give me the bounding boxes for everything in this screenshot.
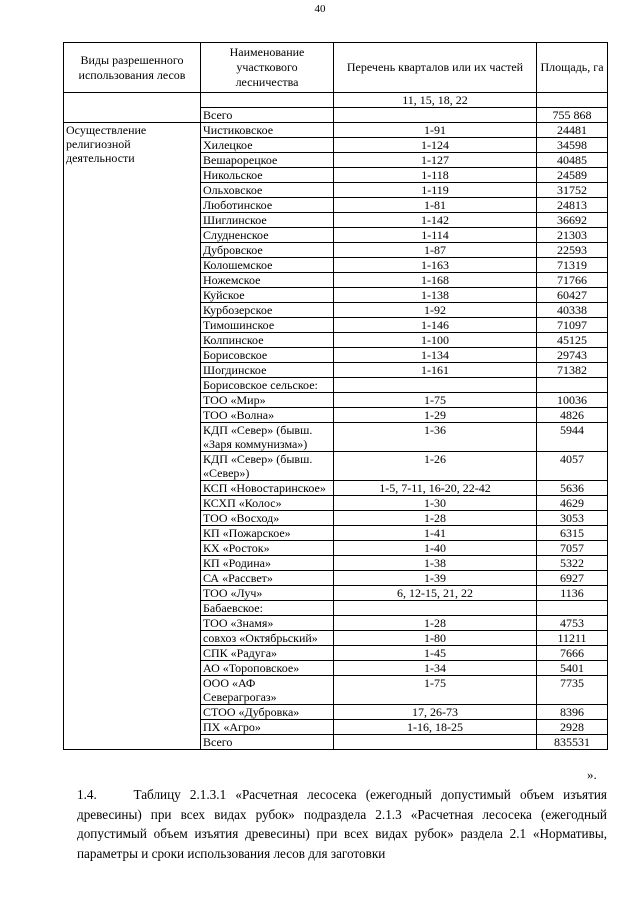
forestry-name: КХ «Росток»	[201, 541, 334, 556]
quarters-cell: 1-124	[334, 138, 537, 153]
area-cell: 71382	[537, 363, 608, 378]
quarters-cell: 1-75	[334, 676, 537, 705]
header-use-type: Виды разрешенного использования лесов	[64, 43, 201, 93]
quarters-cell: 1-168	[334, 273, 537, 288]
forestry-name: Вешарорецкое	[201, 153, 334, 168]
forestry-name: КДП «Север» (бывш. «Север»)	[201, 452, 334, 481]
quarters-cell: 1-41	[334, 526, 537, 541]
table-header-row	[64, 43, 608, 93]
header-area: Площадь, га	[537, 43, 608, 93]
area-cell	[537, 601, 608, 616]
area-cell: 24481	[537, 123, 608, 138]
forestry-name: КП «Пожарское»	[201, 526, 334, 541]
forestry-name: ТОО «Мир»	[201, 393, 334, 408]
quarters-cell: 1-91	[334, 123, 537, 138]
area-cell: 5636	[537, 481, 608, 496]
quarters-cell: 1-45	[334, 646, 537, 661]
quarters-cell: 1-114	[334, 228, 537, 243]
quarters-cell: 1-163	[334, 258, 537, 273]
area-cell: 71766	[537, 273, 608, 288]
forestry-name: КСХП «Колос»	[201, 496, 334, 511]
area-cell: 5322	[537, 556, 608, 571]
quarters-cell: 1-87	[334, 243, 537, 258]
quarters-cell: 1-118	[334, 168, 537, 183]
forestry-name: КДП «Север» (бывш. «Заря коммунизма»)	[201, 423, 334, 452]
table-row	[64, 123, 608, 138]
use-type-cell: Осуществление религиозной деятельности	[64, 123, 201, 750]
quarters-cell: 1-146	[334, 318, 537, 333]
area-cell: 7735	[537, 676, 608, 705]
header-forestry: Наименование участкового лесничества	[201, 43, 334, 93]
area-cell: 6927	[537, 571, 608, 586]
area-cell: 45125	[537, 333, 608, 348]
quarters-cell: 1-30	[334, 496, 537, 511]
quarters-cell: 1-28	[334, 616, 537, 631]
page-number: 40	[314, 3, 326, 15]
quarters-cell: 1-26	[334, 452, 537, 481]
forestry-name: ТОО «Луч»	[201, 586, 334, 601]
quarters-cell: 1-28	[334, 511, 537, 526]
forestry-name: Люботинское	[201, 198, 334, 213]
area-cell: 7666	[537, 646, 608, 661]
forestry-name: КСП «Новостаринское»	[201, 481, 334, 496]
forestry-name: ООО «АФ Северагрогаз»	[201, 676, 334, 705]
area-cell: 2928	[537, 720, 608, 735]
quarters-cell: 1-127	[334, 153, 537, 168]
area-cell: 4826	[537, 408, 608, 423]
area-cell: 34598	[537, 138, 608, 153]
quarters-cell: 1-36	[334, 423, 537, 452]
header-quarters: Перечень кварталов или их частей	[334, 43, 537, 93]
quarters-cell: 1-142	[334, 213, 537, 228]
area-cell: 71097	[537, 318, 608, 333]
area-cell: 10036	[537, 393, 608, 408]
forestry-name: СПК «Радуга»	[201, 646, 334, 661]
grand-total-area: 835531	[537, 735, 608, 750]
forestry-name: ТОО «Волна»	[201, 408, 334, 423]
forestry-name: ТОО «Восход»	[201, 511, 334, 526]
quarters-cell: 1-138	[334, 288, 537, 303]
area-cell: 8396	[537, 705, 608, 720]
quarters-cell: 1-75	[334, 393, 537, 408]
forestry-name: СА «Рассвет»	[201, 571, 334, 586]
area-cell: 22593	[537, 243, 608, 258]
area-cell: 71319	[537, 258, 608, 273]
continued-quarters: 11, 15, 18, 22	[334, 93, 537, 108]
forestry-name: ТОО «Знамя»	[201, 616, 334, 631]
total-area: 755 868	[537, 108, 608, 123]
quarters-cell: 1-100	[334, 333, 537, 348]
forestry-name: Куйское	[201, 288, 334, 303]
forestry-name: Никольское	[201, 168, 334, 183]
forestry-name: Хилецкое	[201, 138, 334, 153]
area-cell: 11211	[537, 631, 608, 646]
quarters-cell: 17, 26-73	[334, 705, 537, 720]
forestry-name: ПХ «Агро»	[201, 720, 334, 735]
area-cell: 5944	[537, 423, 608, 452]
forestry-name: Тимошинское	[201, 318, 334, 333]
quarters-cell: 1-29	[334, 408, 537, 423]
amendment-paragraph: 1.4. Таблицу 2.1.3.1 «Расчетная лесосека (ежегодный допустимый объем изъятия древесины) при всех видах рубок» подраздела 2.1.3 «Расчетная лесосека (ежегодный допустимый объем изъятия древесины) при всех видах рубок» раздела 2.1 «Нормативы, параметры и сроки использования лесов для заготовки	[77, 787, 607, 861]
forestry-name: Ножемское	[201, 273, 334, 288]
quarters-cell: 1-5, 7-11, 16-20, 22-42	[334, 481, 537, 496]
continued-row	[64, 93, 608, 108]
area-cell: 7057	[537, 541, 608, 556]
forestry-name: Борисовское	[201, 348, 334, 363]
forestry-name: Шиглинское	[201, 213, 334, 228]
forestry-name: Дубровское	[201, 243, 334, 258]
quarters-cell: 1-134	[334, 348, 537, 363]
forestry-name: Колпинское	[201, 333, 334, 348]
quarters-cell: 1-161	[334, 363, 537, 378]
quarters-cell: 1-80	[334, 631, 537, 646]
quarters-cell: 1-38	[334, 556, 537, 571]
area-cell: 31752	[537, 183, 608, 198]
forestry-name: Курбозерское	[201, 303, 334, 318]
quarters-cell	[334, 601, 537, 616]
area-cell: 6315	[537, 526, 608, 541]
total-label: Всего	[201, 108, 334, 123]
forestry-name: АО «Тороповское»	[201, 661, 334, 676]
area-cell: 3053	[537, 511, 608, 526]
forest-use-table	[63, 42, 608, 750]
forestry-name: Чистиковское	[201, 123, 334, 138]
quarters-cell: 1-119	[334, 183, 537, 198]
area-cell: 21303	[537, 228, 608, 243]
forestry-name: КП «Родина»	[201, 556, 334, 571]
area-cell: 4753	[537, 616, 608, 631]
closing-quote: ».	[587, 767, 597, 782]
forestry-name: Шогдинское	[201, 363, 334, 378]
area-cell: 4629	[537, 496, 608, 511]
quarters-cell: 1-34	[334, 661, 537, 676]
area-cell: 36692	[537, 213, 608, 228]
forestry-name: Колошемское	[201, 258, 334, 273]
quarters-cell: 1-16, 18-25	[334, 720, 537, 735]
area-cell: 60427	[537, 288, 608, 303]
quarters-cell: 1-39	[334, 571, 537, 586]
quarters-cell: 1-92	[334, 303, 537, 318]
forestry-name: Борисовское сельское:	[201, 378, 334, 393]
area-cell: 4057	[537, 452, 608, 481]
area-cell: 24813	[537, 198, 608, 213]
grand-total-label: Всего	[201, 735, 334, 750]
forestry-name: Слудненское	[201, 228, 334, 243]
area-cell: 40485	[537, 153, 608, 168]
forestry-name: совхоз «Октябрьский»	[201, 631, 334, 646]
quarters-cell: 6, 12-15, 21, 22	[334, 586, 537, 601]
forestry-name: СТОО «Дубровка»	[201, 705, 334, 720]
area-cell: 40338	[537, 303, 608, 318]
area-cell: 24589	[537, 168, 608, 183]
forestry-name: Бабаевское:	[201, 601, 334, 616]
quarters-cell: 1-81	[334, 198, 537, 213]
quarters-cell	[334, 378, 537, 393]
area-cell: 5401	[537, 661, 608, 676]
forestry-name: Ольховское	[201, 183, 334, 198]
quarters-cell: 1-40	[334, 541, 537, 556]
area-cell	[537, 378, 608, 393]
area-cell: 29743	[537, 348, 608, 363]
area-cell: 1136	[537, 586, 608, 601]
